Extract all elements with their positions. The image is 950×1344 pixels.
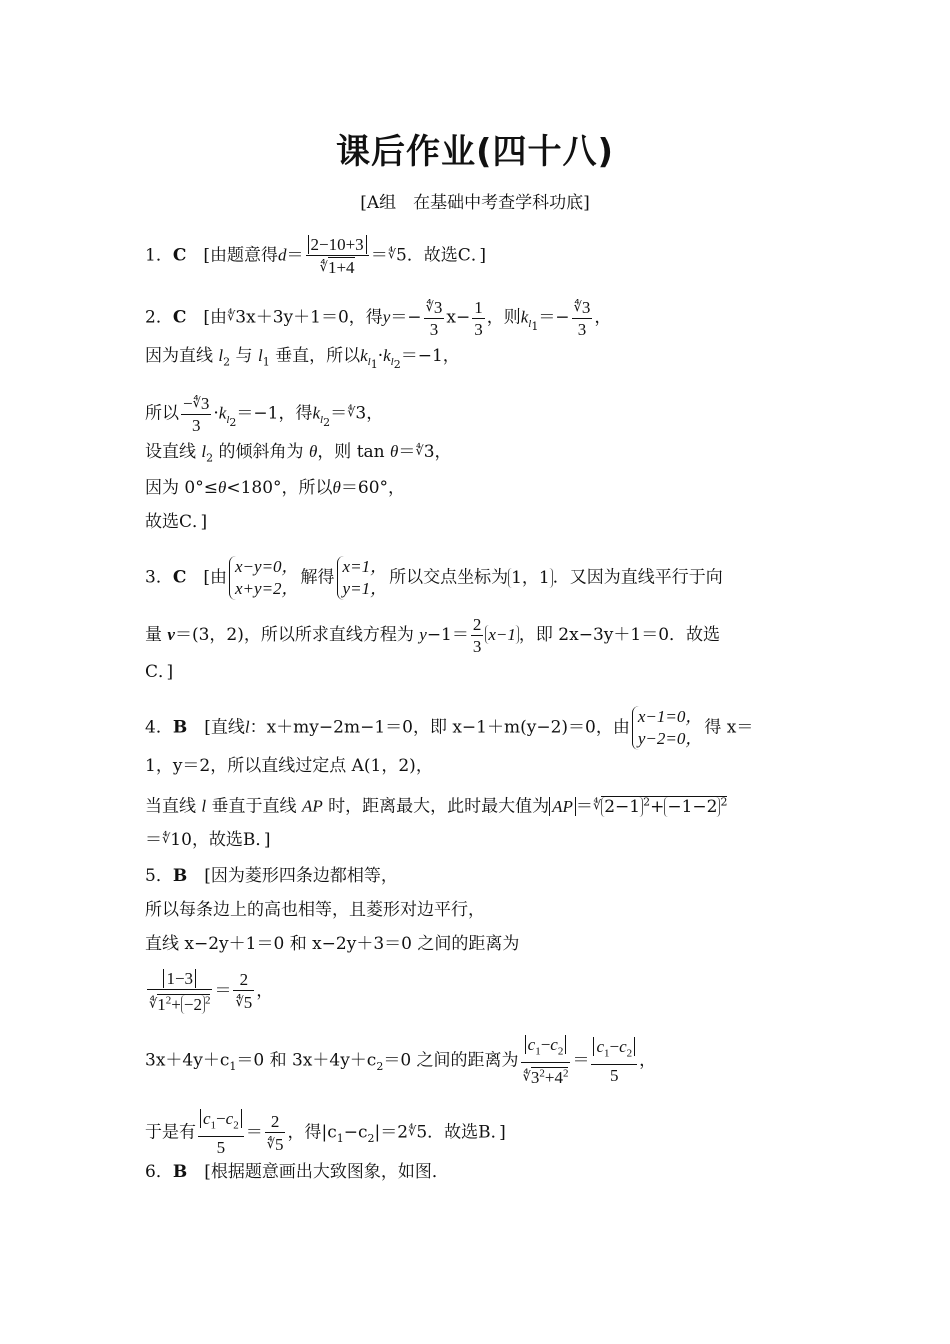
q5-answer: B (172, 866, 188, 886)
q1-answer: C (172, 245, 187, 266)
q6-answer: B (172, 1162, 188, 1182)
q5-line-3: 直线 x−2y＋1＝0 和 x−2y＋3＝0 之间的距离为 (145, 934, 520, 954)
q4-line-1: 4．B [直线l：x＋my−2m−1＝0，即 x−1＋m(y−2)＝0，由 x−1=0， y−2=0， 得 x＝ (145, 707, 754, 748)
q4-line-4: ＝∜10，故选B．] (145, 830, 271, 850)
q2-line-5: 因为 0°≤θ<180°，所以θ＝60°， (145, 478, 406, 498)
q2-answer: C (172, 307, 187, 328)
q2-line-3: 所以 $\frac{-∜3}{3}$ $\cdot k_{l_2}=-1$，得$k_{l_2}=∜3$， (145, 394, 384, 435)
q5-line-1: 5．B [因为菱形四条边都相等， (145, 866, 398, 886)
q4-line-2: 1，y＝2，所以直线过定点 A(1，2)， (145, 756, 433, 776)
q4-answer: B (172, 717, 188, 738)
q3-line-1: 3．C [由 x−y=0， x+y=2， 解得 x=1， y=1， 所以交点坐标为 1，1 ．又因为直线平行于向 (145, 557, 723, 598)
q5-line-5: $3x+4y+c_1=0$ 和 $3x+4y+c_2=0$ 之间的距离为 $\frac{c_1-c_2}{∜3^2+4^2}$ ＝ $\frac{c_1-c_2}{5}$ ， (145, 1035, 657, 1088)
q1-fraction: $\frac{2-10+3}{∜1+4}$ (306, 234, 369, 278)
q5-line-4: $\frac{1-3}{∜1^2+ -2 ^2}$ ＝ $\frac{2}{∜5}$ ， (149, 969, 274, 1014)
q2-line-1: 2．C [由∜3x＋3y＋1＝0，得y＝− $\frac{∜3}{3}$ x− $\frac{1}{3}$ ，则$k_{l_1}=-$ $\frac{∜3}{3}$ ， (145, 297, 612, 339)
section-subtitle: [A组 在基础中考查学科功底] (360, 193, 590, 213)
q6-line-1: 6．B [根据题意画出大致图象，如图． (145, 1162, 449, 1182)
q2-line-6: 故选C．] (145, 512, 208, 532)
q3-answer: C (172, 567, 187, 588)
q2-line-4: 设直线 $l_2$ 的倾斜角为 θ，则 tan θ＝∜3， (145, 442, 452, 465)
q3-line-3: C．] (145, 662, 174, 682)
q5-line-6: 于是有 $\frac{c_1-c_2}{5}$ ＝ $\frac{2}{∜5}$ ，得$|c_1-c_2|=2∜5$．故选B．] (145, 1109, 506, 1158)
q5-line-2: 所以每条边上的高也相等，且菱形对边平行， (145, 900, 485, 920)
q4-line-3: 当直线 l 垂直于直线 AP 时，距离最大，此时最大值为 AP ＝∜ 2−1 $^2$+ −1−2 $^2$ (145, 795, 728, 817)
q1-line: 1．C [由题意得d＝ $\frac{2-10+3}{∜1+4}$ ＝∜5．故选C．] (145, 235, 486, 277)
q2-line-2: 因为直线 $l_2$ 与 $l_1$ 垂直，所以$k_{l_1}\cdot k_{l_2}=-1$， (145, 346, 460, 372)
page-title: 课后作业(四十八) (335, 132, 615, 172)
q3-line-2: 量 v＝(3，2)，所以所求直线方程为 y−1＝ $\frac{2}{3}$ x−1 ，即 2x−3y＋1＝0．故选 (145, 615, 721, 656)
